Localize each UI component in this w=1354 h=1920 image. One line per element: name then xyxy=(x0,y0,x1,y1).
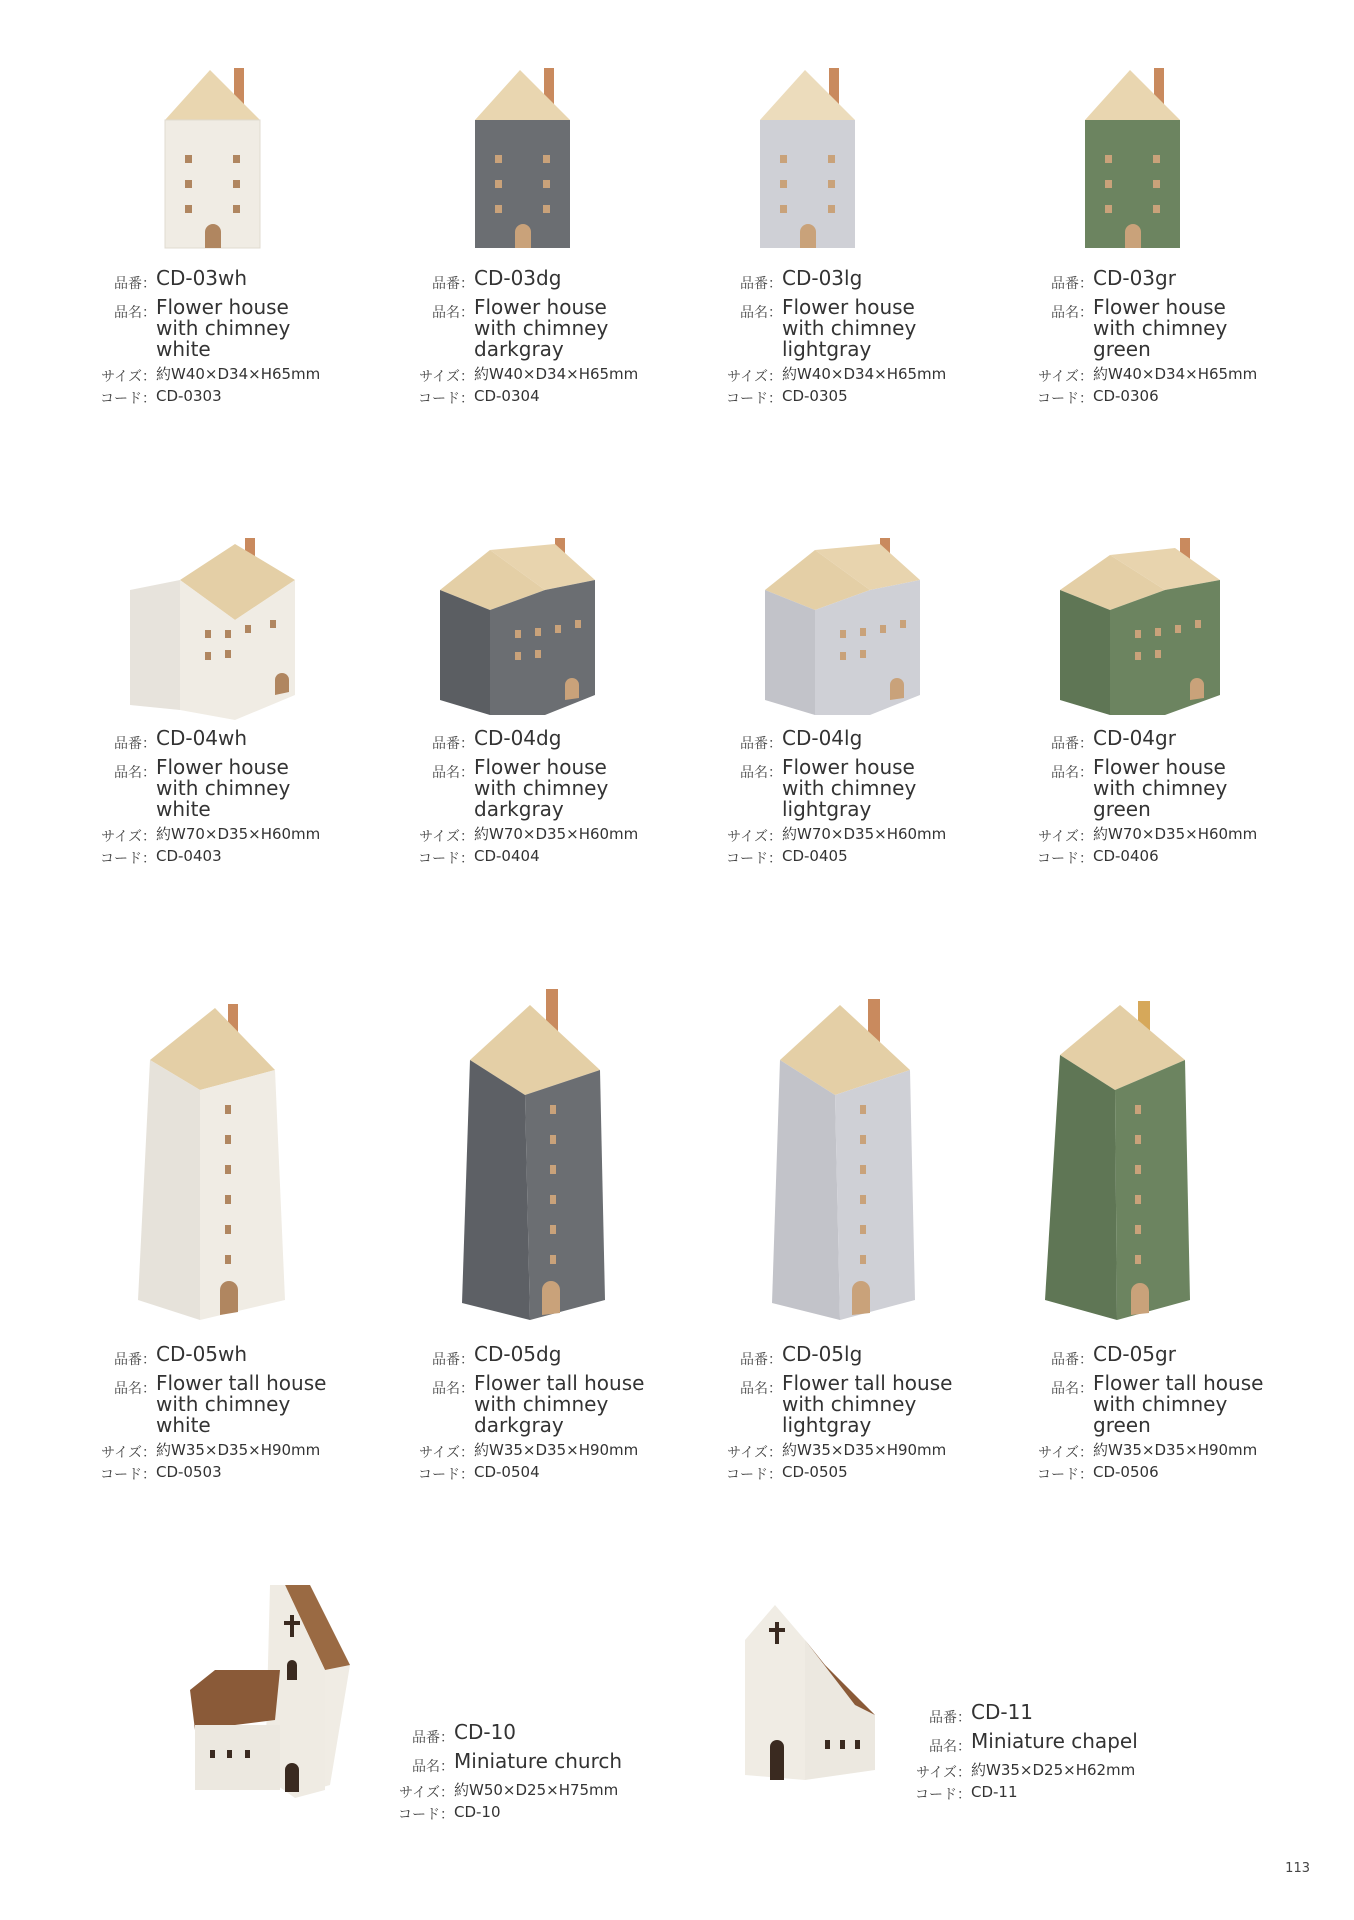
product-code: CD-0406 xyxy=(1093,847,1159,865)
label-number: 品番： xyxy=(432,736,474,752)
product-number: CD-03wh xyxy=(156,266,248,290)
product-name-line: Flower tall house xyxy=(782,1371,953,1395)
product-name-line: Flower tall house xyxy=(1093,1371,1264,1395)
product-spec-cd-05lg xyxy=(716,1344,952,1484)
label-number: 品番： xyxy=(1051,736,1093,752)
product-code: CD-0404 xyxy=(474,847,540,865)
product-size: 約W35×D35×H90mm xyxy=(782,1441,947,1459)
product-photo-cd-05gr xyxy=(1035,995,1205,1330)
label-name: 品名： xyxy=(114,305,156,321)
product-photo-cd-05lg xyxy=(760,985,930,1330)
label-name: 品名： xyxy=(432,1381,474,1397)
product-name-line: darkgray xyxy=(474,337,564,361)
label-code: コード： xyxy=(418,391,474,407)
product-spec-cd-03lg xyxy=(716,268,946,408)
product-spec-cd-11 xyxy=(902,1702,1138,1804)
cross-icon xyxy=(290,1615,294,1637)
label-size: サイズ： xyxy=(1038,829,1093,845)
product-name-line: Flower house xyxy=(474,755,607,779)
product-number: CD-04dg xyxy=(474,726,562,750)
product-code: CD-0405 xyxy=(782,847,848,865)
product-name-line: Miniature chapel xyxy=(971,1729,1138,1753)
label-size: サイズ： xyxy=(727,829,782,845)
product-name-line: with chimney xyxy=(474,776,609,800)
label-number: 品番： xyxy=(114,276,156,292)
label-name: 品名： xyxy=(1051,305,1093,321)
label-name: 品名： xyxy=(114,765,156,781)
product-code: CD-0503 xyxy=(156,1463,222,1481)
product-photo-cd-03wh xyxy=(150,60,280,260)
product-size: 約W35×D35×H90mm xyxy=(156,1441,321,1459)
product-spec-cd-04dg xyxy=(408,728,638,868)
product-name-line: white xyxy=(156,337,211,361)
product-photo-cd-04wh xyxy=(125,530,305,730)
product-name-line: lightgray xyxy=(782,1413,872,1437)
page-number: 113 xyxy=(1285,1861,1310,1876)
product-name-line: with chimney xyxy=(1093,1392,1228,1416)
product-name-line: with chimney xyxy=(474,1392,609,1416)
product-code: CD-0403 xyxy=(156,847,222,865)
label-code: コード： xyxy=(915,1787,971,1803)
label-number: 品番： xyxy=(432,1352,474,1368)
product-spec-cd-03dg xyxy=(408,268,638,408)
label-name: 品名： xyxy=(740,765,782,781)
product-name-line: white xyxy=(156,797,211,821)
product-photo-cd-04lg xyxy=(760,530,940,730)
product-spec-cd-04lg xyxy=(716,728,946,868)
product-name-line: with chimney xyxy=(156,1392,291,1416)
label-size: サイズ： xyxy=(101,829,156,845)
product-name-line: with chimney xyxy=(474,316,609,340)
label-number: 品番： xyxy=(929,1710,971,1726)
product-spec-cd-03gr xyxy=(1027,268,1257,408)
label-number: 品番： xyxy=(1051,1352,1093,1368)
product-name-line: green xyxy=(1093,1413,1151,1437)
product-size: 約W35×D35×H90mm xyxy=(474,1441,639,1459)
label-name: 品名： xyxy=(1051,765,1093,781)
product-name-line: green xyxy=(1093,797,1151,821)
product-spec-cd-04wh xyxy=(90,728,320,868)
product-size: 約W40×D34×H65mm xyxy=(782,365,947,383)
product-name-line: Miniature church xyxy=(454,1749,623,1773)
product-name-line: Flower tall house xyxy=(474,1371,645,1395)
product-number: CD-03lg xyxy=(782,266,863,290)
product-name-line: lightgray xyxy=(782,337,872,361)
product-name-line: with chimney xyxy=(782,776,917,800)
label-name: 品名： xyxy=(740,1381,782,1397)
product-code: CD-0505 xyxy=(782,1463,848,1481)
product-name-line: green xyxy=(1093,337,1151,361)
product-code: CD-0305 xyxy=(782,387,848,405)
product-name-line: Flower tall house xyxy=(156,1371,327,1395)
label-size: サイズ： xyxy=(916,1765,971,1781)
product-name-line: with chimney xyxy=(782,1392,917,1416)
label-code: コード： xyxy=(418,1467,474,1483)
product-photo-cd-04gr xyxy=(1055,530,1235,730)
label-code: コード： xyxy=(100,391,156,407)
label-size: サイズ： xyxy=(727,1445,782,1461)
product-code: CD-10 xyxy=(454,1803,501,1821)
label-number: 品番： xyxy=(114,736,156,752)
product-number: CD-11 xyxy=(971,1700,1034,1724)
product-size: 約W70×D35×H60mm xyxy=(782,825,947,843)
product-name-line: Flower house xyxy=(1093,295,1226,319)
product-photo-cd-03gr xyxy=(1070,60,1200,260)
product-name-line: with chimney xyxy=(782,316,917,340)
product-number: CD-10 xyxy=(454,1720,517,1744)
product-name-line: with chimney xyxy=(156,776,291,800)
label-code: コード： xyxy=(1037,851,1093,867)
product-name-line: with chimney xyxy=(156,316,291,340)
product-name-line: Flower house xyxy=(1093,755,1226,779)
product-spec-cd-04gr xyxy=(1027,728,1257,868)
product-spec-cd-05wh xyxy=(90,1344,326,1484)
product-photo-cd-05dg xyxy=(450,985,620,1330)
label-number: 品番： xyxy=(432,276,474,292)
product-size: 約W70×D35×H60mm xyxy=(156,825,321,843)
label-size: サイズ： xyxy=(419,829,474,845)
label-number: 品番： xyxy=(740,1352,782,1368)
product-code: CD-0304 xyxy=(474,387,540,405)
label-code: コード： xyxy=(1037,391,1093,407)
product-number: CD-03dg xyxy=(474,266,562,290)
product-name-line: Flower house xyxy=(782,755,915,779)
product-name-line: lightgray xyxy=(782,797,872,821)
label-size: サイズ： xyxy=(399,1785,454,1801)
label-number: 品番： xyxy=(740,736,782,752)
product-size: 約W35×D35×H90mm xyxy=(1093,1441,1258,1459)
label-code: コード： xyxy=(1037,1467,1093,1483)
label-size: サイズ： xyxy=(727,369,782,385)
product-number: CD-05wh xyxy=(156,1342,248,1366)
product-spec-cd-03wh xyxy=(90,268,320,408)
label-number: 品番： xyxy=(412,1730,454,1746)
product-spec-cd-05dg xyxy=(408,1344,644,1484)
product-spec-cd-10 xyxy=(385,1722,622,1824)
label-name: 品名： xyxy=(432,305,474,321)
product-number: CD-04wh xyxy=(156,726,248,750)
product-size: 約W35×D25×H62mm xyxy=(971,1761,1136,1779)
label-size: サイズ： xyxy=(419,1445,474,1461)
label-code: コード： xyxy=(726,391,782,407)
product-code: CD-11 xyxy=(971,1783,1018,1801)
label-name: 品名： xyxy=(432,765,474,781)
product-photo-cd-10 xyxy=(185,1570,360,1805)
product-photo-cd-03lg xyxy=(745,60,875,260)
product-number: CD-05lg xyxy=(782,1342,863,1366)
product-photo-cd-03dg xyxy=(460,60,590,260)
product-number: CD-04lg xyxy=(782,726,863,750)
label-code: コード： xyxy=(100,1467,156,1483)
product-code: CD-0303 xyxy=(156,387,222,405)
product-number: CD-03gr xyxy=(1093,266,1176,290)
product-size: 約W70×D35×H60mm xyxy=(474,825,639,843)
product-size: 約W40×D34×H65mm xyxy=(156,365,321,383)
product-name-line: Flower house xyxy=(156,295,289,319)
product-size: 約W40×D34×H65mm xyxy=(1093,365,1258,383)
label-number: 品番： xyxy=(740,276,782,292)
cross-icon xyxy=(775,1622,779,1644)
label-name: 品名： xyxy=(740,305,782,321)
label-size: サイズ： xyxy=(101,369,156,385)
product-photo-cd-05wh xyxy=(130,990,300,1330)
label-name: 品名： xyxy=(412,1759,454,1775)
label-code: コード： xyxy=(398,1807,454,1823)
product-name-line: Flower house xyxy=(156,755,289,779)
label-size: サイズ： xyxy=(1038,1445,1093,1461)
product-code: CD-0504 xyxy=(474,1463,540,1481)
label-number: 品番： xyxy=(1051,276,1093,292)
label-code: コード： xyxy=(726,851,782,867)
product-size: 約W70×D35×H60mm xyxy=(1093,825,1258,843)
product-name-line: darkgray xyxy=(474,1413,564,1437)
product-name-line: Flower house xyxy=(782,295,915,319)
label-name: 品名： xyxy=(929,1739,971,1755)
product-number: CD-05dg xyxy=(474,1342,562,1366)
product-size: 約W40×D34×H65mm xyxy=(474,365,639,383)
product-number: CD-04gr xyxy=(1093,726,1176,750)
label-code: コード： xyxy=(418,851,474,867)
label-size: サイズ： xyxy=(1038,369,1093,385)
label-number: 品番： xyxy=(114,1352,156,1368)
product-size: 約W50×D25×H75mm xyxy=(454,1781,619,1799)
label-size: サイズ： xyxy=(419,369,474,385)
product-name-line: Flower house xyxy=(474,295,607,319)
product-photo-cd-04dg xyxy=(435,530,615,730)
product-code: CD-0306 xyxy=(1093,387,1159,405)
product-number: CD-05gr xyxy=(1093,1342,1176,1366)
label-code: コード： xyxy=(726,1467,782,1483)
product-spec-cd-05gr xyxy=(1027,1344,1263,1484)
label-name: 品名： xyxy=(114,1381,156,1397)
product-name-line: with chimney xyxy=(1093,776,1228,800)
product-name-line: with chimney xyxy=(1093,316,1228,340)
label-code: コード： xyxy=(100,851,156,867)
product-code: CD-0506 xyxy=(1093,1463,1159,1481)
product-name-line: darkgray xyxy=(474,797,564,821)
product-name-line: white xyxy=(156,1413,211,1437)
label-size: サイズ： xyxy=(101,1445,156,1461)
product-photo-cd-11 xyxy=(725,1595,885,1795)
label-name: 品名： xyxy=(1051,1381,1093,1397)
